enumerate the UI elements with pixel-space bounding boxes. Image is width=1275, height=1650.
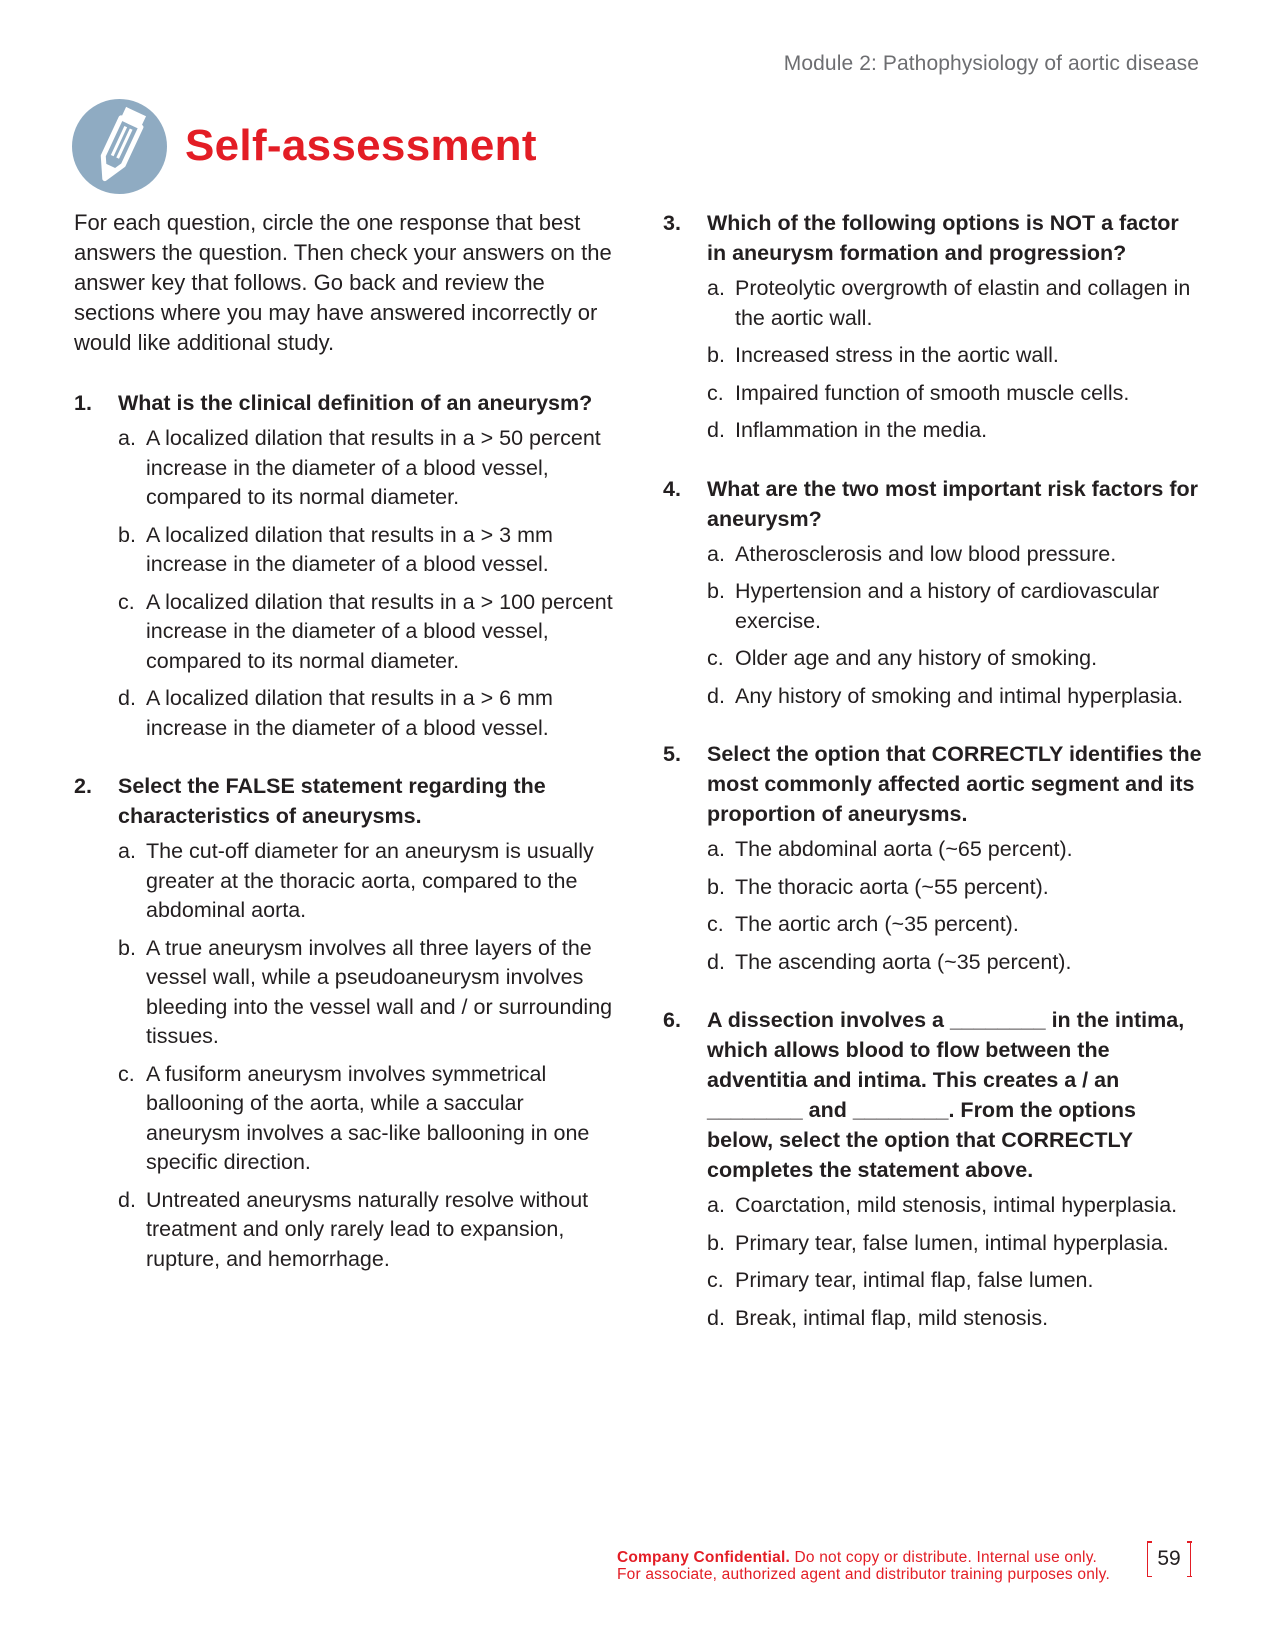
option-letter: d. [707, 683, 725, 708]
answer-option[interactable] [118, 1060, 614, 1178]
question-text: Which of the following options is NOT a factor in aneurysm formation and progression? [707, 211, 1179, 265]
option-text: A localized dilation that results in a > 100 percent increase in the diameter of a blood vessel, compared to its normal diameter. [146, 589, 613, 673]
option-letter: b. [707, 343, 725, 367]
option-letter: b. [118, 522, 136, 547]
answer-option[interactable] [118, 588, 614, 677]
option-letter: a. [707, 1193, 725, 1217]
option-text: A fusiform aneurysm involves symmetrical ballooning of the aorta, while a saccular aneurysm involves a sac-like ballooning in one specific direction. [146, 1061, 590, 1174]
left-column [74, 208, 614, 1302]
option-letter: b. [707, 579, 725, 603]
option-letter: a. [707, 276, 725, 300]
question-number: 6. [663, 1008, 681, 1032]
option-text: A localized dilation that results in a > 6 mm increase in the diameter of a blood vessel. [146, 686, 553, 740]
instructions: For each question, circle the one response that best answers the question. Then check your answers on the answer key that follows. Go back and review the sections where you may have answered incorrectly or would like additional study. [74, 210, 612, 355]
option-text: A true aneurysm involves all three layers of the vessel wall, while a pseudoaneurysm involves bleeding into the vessel wall and / or surrounding tissues. [146, 935, 613, 1048]
option-text: Primary tear, intimal flap, false lumen. [735, 1268, 1094, 1292]
answer-option[interactable] [118, 521, 614, 580]
option-letter: c. [707, 912, 724, 936]
option-text: Impaired function of smooth muscle cells. [735, 380, 1130, 405]
confidential-label: Company Confidential. [617, 1549, 790, 1566]
option-text: Inflammation in the media. [735, 418, 988, 442]
option-text: Proteolytic overgrowth of elastin and collagen in the aortic wall. [735, 276, 1191, 330]
option-letter: b. [707, 1230, 725, 1255]
option-text: The aortic arch (~35 percent). [735, 912, 1019, 936]
running-header: Module 2: Pathophysiology of aortic disease [783, 52, 1199, 75]
question-number: 2. [74, 774, 92, 798]
question-number: 5. [663, 742, 681, 766]
option-letter: d. [118, 1187, 136, 1212]
answer-option[interactable] [707, 577, 1203, 636]
answer-option[interactable] [118, 684, 614, 743]
question-4 [663, 474, 1203, 712]
question-text: What is the clinical definition of an aneurysm? [118, 391, 593, 415]
option-letter: a. [118, 839, 136, 863]
question-text: Select the option that CORRECTLY identifies the most commonly affected aortic segment and its proportion of aneurysms. [707, 742, 1202, 826]
option-text: Increased stress in the aortic wall. [735, 343, 1059, 367]
right-column [663, 208, 1203, 1361]
question-number: 4. [663, 476, 681, 501]
option-text: A localized dilation that results in a > 50 percent increase in the diameter of a blood vessel, compared to its normal diameter. [146, 426, 601, 509]
pencil-icon [72, 99, 167, 194]
question-number: 1. [74, 391, 92, 415]
question-text: A dissection involves a ________ in the intima, which allows blood to flow between the adventitia and intima. This creates a / an ________ and ________. From the options below, select the option that CORRECTLY completes the statement above. [707, 1008, 1185, 1182]
option-text: The thoracic aorta (~55 percent). [735, 874, 1049, 899]
question-2 [74, 771, 614, 1274]
option-letter: d. [118, 686, 136, 710]
confidentiality-footer [617, 1549, 1110, 1583]
question-5 [663, 739, 1203, 977]
option-text: Older age and any history of smoking. [735, 646, 1098, 670]
answer-option[interactable] [118, 1186, 614, 1275]
answer-option[interactable] [707, 416, 1203, 446]
answer-option[interactable] [707, 379, 1203, 409]
option-letter: c. [707, 380, 724, 405]
answer-option[interactable] [707, 873, 1203, 903]
option-letter: d. [707, 1305, 725, 1330]
option-text: The cut-off diameter for an aneurysm is usually greater at the thoracic aorta, compared to the abdominal aorta. [146, 839, 594, 922]
question-text: What are the two most important risk factors for aneurysm? [707, 476, 1198, 531]
answer-option[interactable] [118, 837, 614, 926]
answer-option[interactable] [707, 644, 1203, 674]
question-3 [663, 208, 1203, 446]
answer-option[interactable] [707, 341, 1203, 371]
answer-option[interactable] [707, 1191, 1203, 1221]
option-letter: d. [707, 949, 725, 974]
page-number-bracket [1147, 1541, 1191, 1577]
answer-option[interactable] [707, 948, 1203, 978]
question-text: Select the FALSE statement regarding the characteristics of aneurysms. [118, 774, 546, 828]
training-note: For associate, authorized agent and distributor training purposes only. [617, 1566, 1110, 1583]
option-letter: a. [118, 426, 136, 450]
option-letter: b. [707, 874, 725, 899]
option-letter: d. [707, 418, 725, 442]
answer-option[interactable] [707, 1304, 1203, 1334]
confidential-note: Do not copy or distribute. Internal use only. [789, 1549, 1097, 1566]
answer-option[interactable] [707, 682, 1203, 712]
answer-option[interactable] [118, 424, 614, 513]
question-6 [663, 1005, 1203, 1333]
option-letter: c. [118, 1061, 135, 1086]
page-title: Self-assessment [185, 121, 537, 170]
option-letter: a. [707, 541, 725, 566]
answer-option[interactable] [118, 934, 614, 1052]
page-number: 59 [1157, 1547, 1181, 1570]
option-text: The abdominal aorta (~65 percent). [735, 837, 1073, 861]
option-text: Any history of smoking and intimal hyperplasia. [735, 683, 1184, 708]
question-1 [74, 388, 614, 743]
option-letter: c. [118, 589, 135, 614]
answer-option[interactable] [707, 1266, 1203, 1296]
option-letter: c. [707, 1268, 724, 1292]
answer-option[interactable] [707, 540, 1203, 570]
answer-option[interactable] [707, 274, 1203, 333]
option-letter: b. [118, 935, 136, 960]
option-letter: a. [707, 837, 725, 861]
option-letter: c. [707, 646, 724, 670]
option-text: Atherosclerosis and low blood pressure. [735, 541, 1117, 566]
option-text: Hypertension and a history of cardiovascular exercise. [735, 579, 1160, 633]
question-number: 3. [663, 211, 681, 235]
option-text: Break, intimal flap, mild stenosis. [735, 1305, 1049, 1330]
title-block [72, 100, 537, 192]
answer-option[interactable] [707, 1229, 1203, 1259]
answer-option[interactable] [707, 910, 1203, 940]
answer-option[interactable] [707, 835, 1203, 865]
option-text: Coarctation, mild stenosis, intimal hyperplasia. [735, 1193, 1178, 1217]
option-text: Untreated aneurysms naturally resolve without treatment and only rarely lead to expansion, rupture, and hemorrhage. [146, 1187, 589, 1271]
option-text: The ascending aorta (~35 percent). [735, 949, 1072, 974]
option-text: A localized dilation that results in a > 3 mm increase in the diameter of a blood vessel. [146, 522, 553, 576]
option-text: Primary tear, false lumen, intimal hyperplasia. [735, 1230, 1169, 1255]
